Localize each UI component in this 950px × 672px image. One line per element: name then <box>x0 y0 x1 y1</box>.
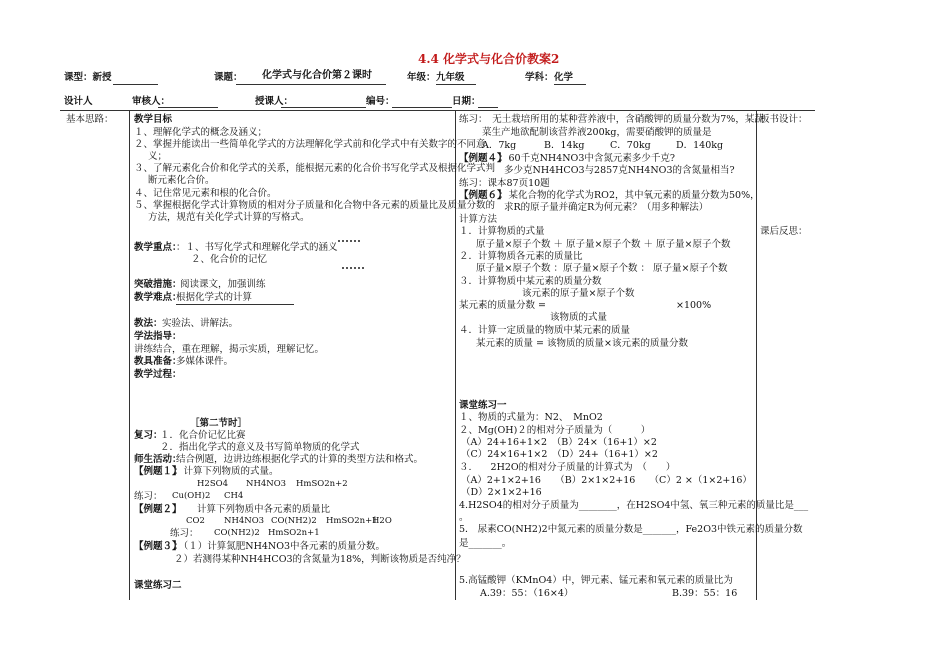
example-4-text: ：60千克NH4NO3中含氮元素多少千克? <box>499 153 675 164</box>
example-1-heading: 【例题１】 <box>134 466 182 477</box>
calc-methods-heading: 计算方法 <box>459 214 498 225</box>
question: １、物质的式量为：N2、 MnO2 <box>459 412 603 423</box>
lesson-type-label: 课型：新授 <box>64 72 112 83</box>
formula: HmSO2n+2 <box>296 479 348 489</box>
difficulty-heading: 教学难点： <box>134 292 182 303</box>
study-heading: 学法指导： <box>134 331 182 342</box>
date-underline <box>478 107 498 108</box>
formula: HmSO2n+1 <box>326 516 378 526</box>
practice-text: 菜生产地欲配制该营养液200kg，需要硝酸钾的质量是 <box>482 127 712 138</box>
example-4-heading: 【例题４】 <box>459 153 507 164</box>
reviewer-label: 审核人： <box>132 96 171 107</box>
difficulty-underline <box>176 304 294 305</box>
topic-underline <box>236 84 386 85</box>
table-top-border <box>60 110 815 111</box>
example-1-text: ：计算下列物质的式量。 <box>174 466 279 477</box>
example-2-text: 计算下列物质中各元素的质量比 <box>197 504 331 515</box>
reviewer-underline <box>158 107 218 108</box>
example-3-heading: 【例题３】 <box>134 541 182 552</box>
question-continued: 。 <box>459 512 469 523</box>
question-option: （A）2+1×2+16 （B）2×1×2+16 （C）2 ×（1×2+16） <box>461 475 752 486</box>
goal-line: 方法，规范有关化学式计算的写格式。 <box>148 212 310 223</box>
activity-text: 结合例题，边讲边练根据化学式的计算的类型方法和格式。 <box>176 454 424 465</box>
example-3-part-2: ２）若测得某种NH4HCO3的含氮量为18%，判断该物质是否纯净？ <box>174 554 466 565</box>
option: C．70kg <box>610 140 651 151</box>
fraction-lhs: 某元素的质量分数 = <box>459 300 546 311</box>
class-practice-1-heading: 课堂练习一 <box>459 400 507 411</box>
example-4-text: 多少克NH4HCO3与2857克NH4NO3的含氮量相当? <box>504 165 735 176</box>
fraction-denominator: 该物质的式量 <box>550 312 608 323</box>
goal-line: ２、掌握并能读出一些简单化学式的方法理解化学式前和化学式中有关数字的不同意 <box>134 139 486 150</box>
goal-line: １、理解化学式的概念及涵义； <box>134 127 268 138</box>
goal-line: 义； <box>148 151 168 162</box>
question: 5.高锰酸钾（KMnO4）中，钾元素、锰元素和氧元素的质量比为 <box>459 575 733 586</box>
key-point-1: ：１、书写化学式和理解化学式的涵义 <box>176 242 338 253</box>
option: A．7kg <box>482 140 517 151</box>
calc-step: ２．计算物质各元素的质量比 <box>459 251 583 262</box>
calc-formula: 原子量×原子个数 ：原子量×原子个数 ： 原子量×原子个数 <box>476 263 728 274</box>
designer-label: 设计人 <box>64 96 93 107</box>
lesson-type-underline <box>113 84 158 85</box>
calc-step: １．计算物质的式量 <box>459 226 545 237</box>
col-divider-1 <box>129 110 130 600</box>
breakthrough-heading: 突破措施： <box>134 279 182 290</box>
question: ３. 2H2O的相对分子质量的计算式为 （ ） <box>459 462 676 473</box>
question-option: A.39：55：（16×4） <box>480 588 574 599</box>
example-3-part-1: ：（１）计算氮肥NH4NO3中各元素的质量分数。 <box>174 541 386 552</box>
example-2-heading: 【例题２】 <box>134 504 182 515</box>
example-6-heading: 【例题６】 <box>459 190 507 201</box>
key-points-heading: 教学重点： <box>134 242 182 253</box>
option: D．140kg <box>676 140 724 151</box>
option: B．14kg <box>544 140 585 151</box>
grade-label: 年级： <box>407 72 436 83</box>
topic-value: 化学式与化合价第２课时 <box>262 70 372 81</box>
reflection-label: 课后反思： <box>760 226 808 237</box>
question: ２、Mg(OH)２的相对分子质量为（ ） <box>459 425 651 436</box>
question: 5． 尿素CO(NH2)2中氮元素的质量分数是_______，Fe2O3中铁元素的质量分数 <box>459 524 803 535</box>
goal-line: ５、掌握根据化学式计算物质的相对分子质量和化合物中各元素的质量比及质量分数的 <box>134 200 496 211</box>
grade-value: 九年级 <box>436 72 465 83</box>
goal-line: ４、记住常见元素和根的化合价。 <box>134 188 277 199</box>
topic-label: 课题： <box>214 72 243 83</box>
formula: Cu(OH)2 <box>172 491 211 501</box>
teacher-underline <box>281 107 366 108</box>
formula: H2SO4 <box>197 479 229 489</box>
number-label: 编号： <box>366 96 395 107</box>
fraction-numerator: 该元素的原子量×原子个数 <box>522 288 635 299</box>
method-heading: 教法： <box>134 318 163 329</box>
subject-underline <box>554 84 586 85</box>
practice-1-label: 练习： <box>134 491 163 502</box>
question-continued: 是_______。 <box>459 538 512 549</box>
question-option: （C）24×16+1×2 （D）24+（16+1）×2 <box>461 449 658 460</box>
method-text: 实验法、讲解法。 <box>162 318 239 329</box>
tools-heading: 教具准备： <box>134 356 182 367</box>
process-heading: 教学过程： <box>134 369 182 380</box>
class-practice-2-heading: 课堂练习二 <box>134 580 182 591</box>
page-title: 4.4 化学式与化合价教案2 <box>418 52 560 66</box>
grade-underline <box>436 84 476 85</box>
formula: CO(NH2)2 <box>214 528 260 538</box>
formula: NH4NO3 <box>224 516 265 526</box>
question-option: （A）24+16+1×2 （B）24×（16+1）×2 <box>461 437 657 448</box>
question-option: （D）2×1×2+16 <box>461 487 542 498</box>
goal-line: ３、了解元素化合价和化学式的关系，能根据元素的化合价书写化学式及根据化学式判 <box>134 163 496 174</box>
practice-2-label: 练习： <box>170 528 199 539</box>
formula: CO(NH2)2 <box>271 516 317 526</box>
calc-formula: 某元素的质量 = 该物质的质量×该元素的质量分数 <box>476 338 688 349</box>
col-divider-2 <box>455 110 456 600</box>
goal-line: 断元素化合价。 <box>148 175 215 186</box>
formula: HmSO2n+1 <box>268 528 320 538</box>
percent-factor: ×100% <box>676 300 712 311</box>
calc-formula: 原子量×原子个数 ＋ 原子量×原子个数 ＋ 原子量×原子个数 <box>476 239 731 250</box>
example-6-text: 求R的原子量并确定R为何元素？（用多种解法） <box>504 202 709 213</box>
breakthrough-text: 阅读课文，加强训练 <box>180 279 266 290</box>
lesson-2-heading: ［第二节时］ <box>190 418 248 429</box>
dots-mark <box>342 267 364 269</box>
question: 4.H2SO4的相对分子质量为________，在H2SO4中氢、氧三种元素的质量比是___ <box>459 500 809 511</box>
formula: H2O <box>372 516 392 526</box>
goals-heading: 教学目标 <box>134 114 173 125</box>
formula: CH4 <box>224 491 244 501</box>
calc-step: ４．计算一定质量的物质中某元素的质量 <box>459 325 631 336</box>
key-point-2: ２、化合价的记忆 <box>191 254 268 265</box>
basic-idea-label: 基本思路： <box>66 114 114 125</box>
practice-text: 练习：课本87页10题 <box>459 178 550 189</box>
practice-text: 练习： 无土栽培所用的某种营养液中，含硝酸钾的质量分数为7%，某蔬 <box>459 114 764 125</box>
dots-mark <box>338 240 360 242</box>
date-label: 日期： <box>452 96 481 107</box>
subject-value: 化学 <box>554 72 574 83</box>
tools-text: 多媒体课件。 <box>176 356 234 367</box>
study-text: 讲练结合，重在理解，揭示实质，理解记忆。 <box>134 344 325 355</box>
review-heading: 复习： <box>134 430 163 441</box>
number-underline <box>392 107 452 108</box>
board-design-label: 板书设计： <box>760 114 808 125</box>
calc-step: ３．计算物质中某元素的质量分数 <box>459 276 602 287</box>
teacher-label: 授课人： <box>255 96 294 107</box>
formula: CO2 <box>186 516 205 526</box>
formula: NH4NO3 <box>246 479 287 489</box>
review-item-1: １．化合价记忆比赛 <box>160 430 246 441</box>
activity-heading: 师生活动： <box>134 454 182 465</box>
question-option: B.39：55：16 <box>672 588 738 599</box>
difficulty-text: 根据化学式的计算 <box>176 292 253 303</box>
review-item-2: ２．指出化学式的意义及书写简单物质的化学式 <box>160 442 360 453</box>
subject-label: 学科： <box>525 72 554 83</box>
example-6-text: ：某化合物的化学式为RO2，其中氧元素的质量分数为50%， <box>499 190 760 201</box>
